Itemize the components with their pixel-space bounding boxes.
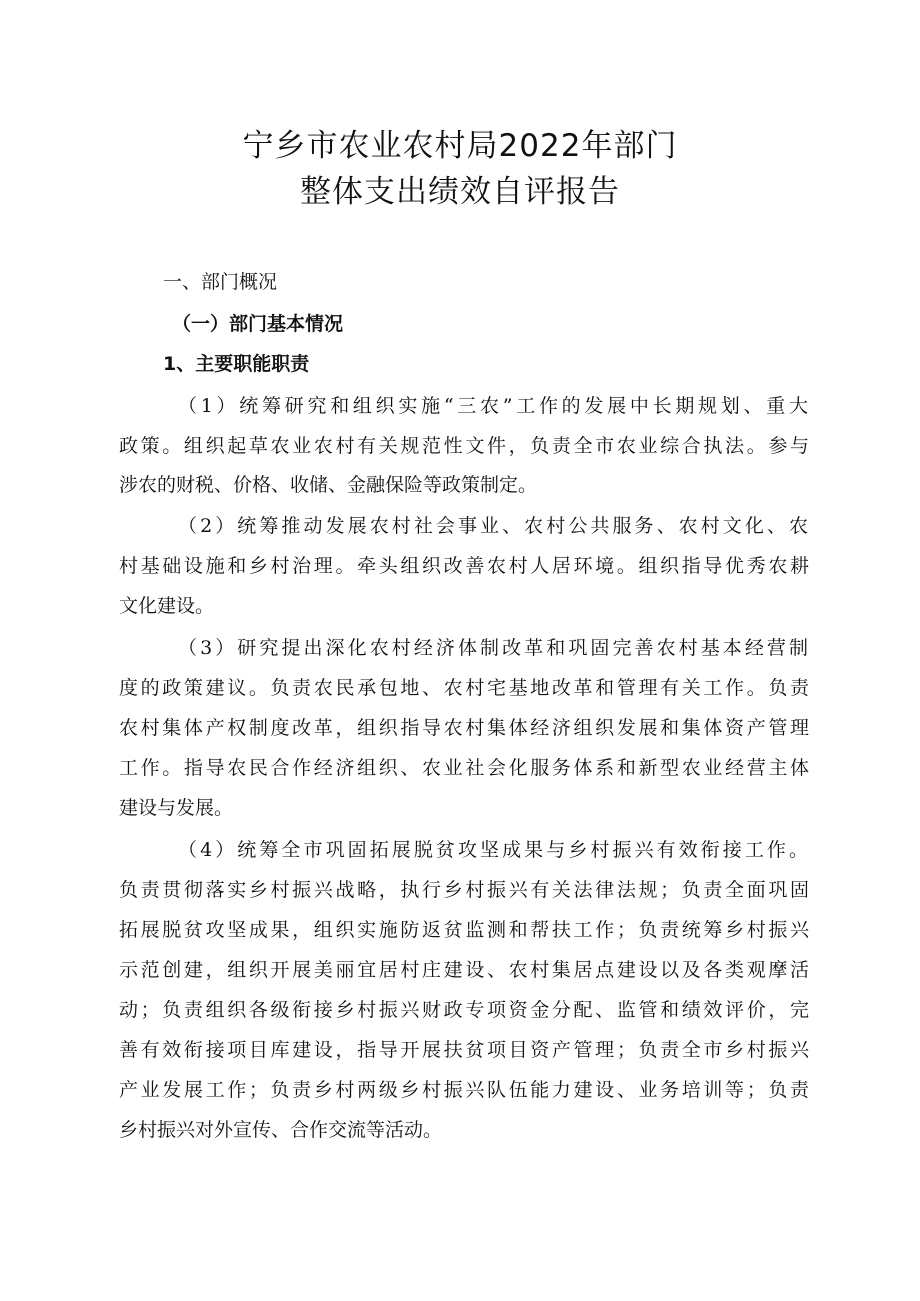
section-heading: 一、部门概况	[163, 271, 278, 293]
paragraph-3-line-1: （3）研究提出深化农村经济体制改革和巩固完善农村基本经营制	[178, 637, 808, 659]
paragraph-4-line-6: 善有效衔接项目库建设，指导开展扶贫项目资产管理；负责全市乡村振兴	[119, 1039, 809, 1061]
paragraph-4-line-1: （4）统筹全市巩固拓展脱贫攻坚成果与乡村振兴有效衔接工作。	[178, 839, 808, 861]
paragraph-3-line-4: 工作。指导农民合作经济组织、农业社会化服务体系和新型农业经营主体	[119, 757, 809, 779]
paragraph-3-line-2: 度的政策建议。负责农民承包地、农村宅基地改革和管理有关工作。负责	[119, 677, 809, 699]
item-heading: 1、主要职能职责	[163, 353, 310, 375]
paragraph-1-line-1: （1）统筹研究和组织实施“三农”工作的发展中长期规划、重大	[178, 395, 808, 417]
paragraph-4-line-2: 负责贯彻落实乡村振兴战略，执行乡村振兴有关法律法规；负责全面巩固	[119, 879, 809, 901]
paragraph-2-line-1: （2）统筹推动发展农村社会事业、农村公共服务、农村文化、农	[178, 515, 808, 537]
paragraph-2-line-3: 文化建设。	[119, 595, 215, 617]
subsection-heading: （一）部门基本情况	[172, 313, 344, 335]
paragraph-4-line-8: 乡村振兴对外宣传、合作交流等活动。	[119, 1119, 443, 1141]
paragraph-4-line-5: 动；负责组织各级衔接乡村振兴财政专项资金分配、监管和绩效评价，完	[119, 999, 809, 1021]
report-title-line-1: 宁乡市农业农村局2022年部门	[242, 128, 678, 164]
paragraph-3-line-3: 农村集体产权制度改革，组织指导农村集体经济组织发展和集体资产管理	[119, 717, 809, 739]
paragraph-4-line-4: 示范创建，组织开展美丽宜居村庄建设、农村集居点建设以及各类观摩活	[119, 959, 809, 981]
paragraph-1-line-3: 涉农的财税、价格、收储、金融保险等政策制定。	[119, 474, 538, 496]
paragraph-4-line-3: 拓展脱贫攻坚成果，组织实施防返贫监测和帮扶工作；负责统筹乡村振兴	[119, 919, 809, 941]
report-title-line-2: 整体支出绩效自评报告	[300, 174, 620, 210]
paragraph-1-line-2: 政策。组织起草农业农村有关规范性文件，负责全市农业综合执法。参与	[119, 435, 809, 457]
paragraph-4-line-7: 产业发展工作；负责乡村两级乡村振兴队伍能力建设、业务培训等；负责	[119, 1079, 809, 1101]
paragraph-2-line-2: 村基础设施和乡村治理。牵头组织改善农村人居环境。组织指导优秀农耕	[119, 555, 809, 577]
paragraph-3-line-5: 建设与发展。	[119, 797, 234, 819]
